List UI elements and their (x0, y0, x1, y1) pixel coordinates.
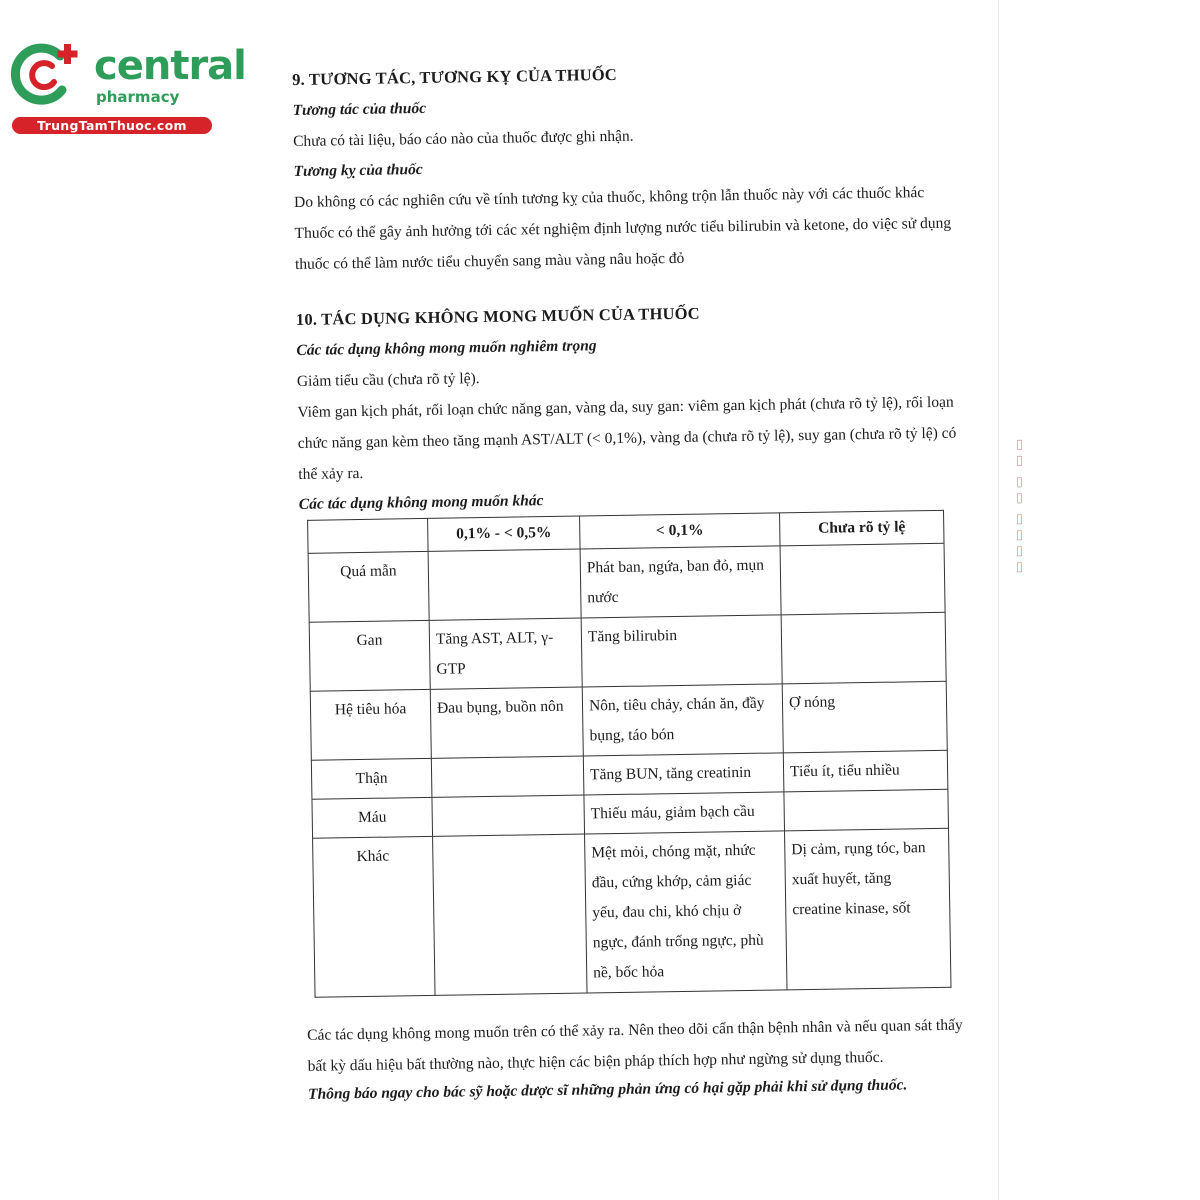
table-header-cell (308, 518, 429, 553)
interaction-text: Chưa có tài liệu, báo cáo nào của thuốc được ghi nhận. (292, 127, 634, 150)
table-cell: Tăng AST, ALT, γ-GTP (429, 618, 582, 689)
report-notice: Thông báo ngay cho bác sỹ hoặc dược sĩ những phản ứng có hại gặp phải khi sử dụng thuốc. (307, 1076, 908, 1103)
table-cell (428, 549, 581, 620)
logo-c-cross-icon (8, 38, 86, 110)
other-effects-heading: Các tác dụng không mong muốn khác (298, 492, 544, 513)
table-cell: Khác (313, 836, 435, 997)
table-cell: Thận (311, 758, 432, 799)
section-9-title: 9. TƯƠNG TÁC, TƯƠNG KỴ CỦA THUỐC (292, 64, 618, 89)
logo-site-url: TrungTamThuoc.com (12, 117, 212, 134)
table-cell (780, 543, 945, 615)
scan-edge-line (998, 0, 999, 1200)
brand-logo[interactable] (8, 38, 246, 138)
interaction-heading: Tương tác của thuốc (292, 99, 427, 119)
table-cell: Tăng BUN, tăng creatinin (583, 753, 784, 795)
table-cell: Nôn, tiêu chảy, chán ăn, đầy bụng, táo bón (582, 684, 783, 756)
table-row (309, 612, 946, 691)
table-header-cell: < 0,1% (580, 513, 780, 549)
serious-effects-p1: Giảm tiểu cầu (chưa rõ tỷ lệ). (296, 370, 480, 390)
table-cell: Quá mẫn (308, 551, 429, 622)
table-cell: Tiểu ít, tiểu nhiều (783, 750, 948, 792)
serious-effects-p2: Viêm gan kịch phát, rối loạn chức năng gan, vàng da, suy gan: viêm gan kịch phát (chưa rõ tỷ lệ), rối loạn chức năng gan kèm theo tăng mạnh AST/ALT (< 0,1%), vàng da (chưa rõ tỷ lệ), suy gan (chưa rõ tỷ lệ) có thể xảy ra. (297, 393, 957, 483)
table-cell: Tăng bilirubin (581, 615, 782, 687)
table-cell: Phát ban, ngứa, ban đỏ, mụn nước (580, 546, 781, 618)
table-cell (433, 834, 587, 995)
serious-effects-heading: Các tác dụng không mong muốn nghiêm trọng (296, 337, 597, 359)
table-header-cell: Chưa rõ tỷ lệ (780, 510, 944, 546)
logo-brand-name: central (94, 43, 246, 89)
document-page (292, 59, 978, 1103)
incompatibility-text-2: Thuốc có thể gây ảnh hưởng tới các xét nghiệm định lượng nước tiểu bilirubin và ketone, do việc sử dụng thuốc có thể làm nước tiểu chuyển sang màu vàng nâu hoặc đỏ (294, 214, 952, 273)
table-header-cell: 0,1% - < 0,5% (428, 516, 580, 551)
table-row (310, 681, 947, 760)
adverse-effects-table (307, 510, 951, 998)
table-cell: Đau bụng, buồn nôn (430, 687, 583, 758)
table-cell: Ợ nóng (782, 681, 947, 753)
footer-text: Các tác dụng không mong muốn trên có thể xảy ra. Nên theo dõi cẩn thận bệnh nhân và nếu quan sát thấy bất kỳ dấu hiệu bất thường nào, thực hiện các biện pháp thích hợp như ngừng sử dụng thuốc. (307, 1016, 963, 1075)
table-cell: Thiếu máu, giảm bạch cầu (584, 792, 785, 834)
section-10-title: 10. TÁC DỤNG KHÔNG MONG MUỐN CỦA THUỐC (295, 303, 700, 329)
page-stamp-mark: ▯▯▯▯ ▯▯ ▯▯ (1012, 436, 1027, 575)
table-row (308, 543, 945, 622)
table-cell: Dị cảm, rụng tóc, ban xuất huyết, tăng creatine kinase, sốt (785, 828, 951, 990)
table-cell (432, 795, 585, 836)
table-cell (784, 789, 949, 831)
incompatibility-heading: Tương kỵ của thuốc (293, 160, 423, 180)
incompatibility-text: Do không có các nghiên cứu về tính tương kỵ của thuốc, không trộn lẫn thuốc này với các thuốc khác (293, 184, 925, 211)
table-cell: Gan (309, 620, 430, 691)
table-cell: Mệt mỏi, chóng mặt, nhức đầu, cứng khớp, cảm giác yếu, đau chi, khó chịu ở ngực, đánh trống ngực, phù nề, bốc hỏa (585, 831, 787, 993)
logo-subtitle: pharmacy (96, 88, 180, 106)
table-cell (431, 756, 584, 797)
table-cell (781, 612, 946, 684)
table-row (313, 828, 951, 997)
table-cell: Máu (312, 797, 433, 838)
table-cell: Hệ tiêu hóa (310, 689, 431, 760)
